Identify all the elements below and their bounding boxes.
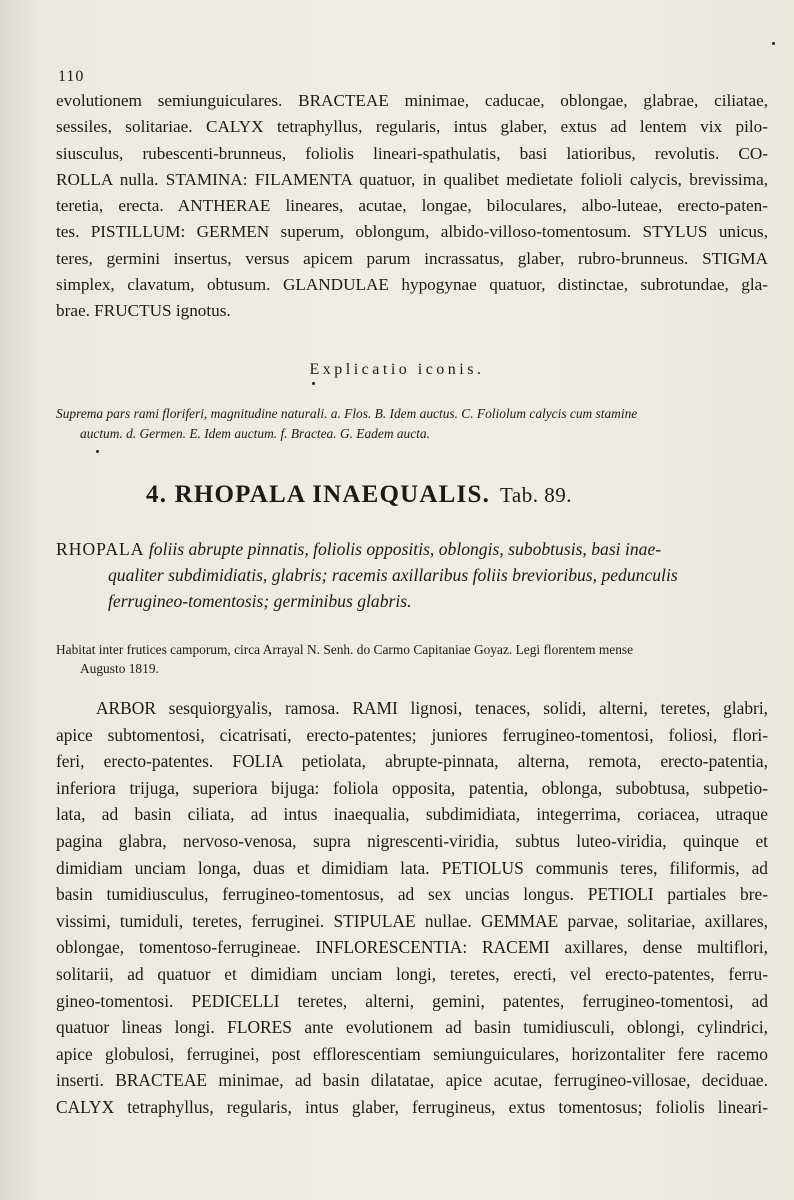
text-line: lata, ad basin ciliata, ad intus inaequalia, subdimidiata, integerrima, coriacea, utraque bbox=[56, 804, 768, 825]
habitat-line: Augusto 1819. bbox=[80, 661, 159, 676]
text-line: tes. PISTILLUM: GERMEN superum, oblongum, albido-villoso-tomentosum. STYLUS unicus, bbox=[56, 222, 768, 242]
species-heading bbox=[146, 481, 572, 509]
text-line: ROLLA nulla. STAMINA: FILAMENTA quatuor, in qualibet medietate folioli calycis, brevissima, bbox=[56, 169, 768, 189]
text-line: simplex, clavatum, obtusum. GLANDULAE hypogynae quatuor, distinctae, subrotundae, gla- bbox=[56, 275, 768, 295]
explicatio-text bbox=[56, 404, 768, 444]
text-line: dimidiam unciam longa, duas et dimidiam lata. PETIOLUS communis teres, filiformis, ad bbox=[56, 857, 768, 878]
text-line: evolutionem semiunguiculares. BRACTEAE minimae, caducae, oblongae, glabrae, ciliatae, bbox=[56, 91, 768, 110]
explicatio-line: Suprema pars rami floriferi, magnitudine naturali. a. Flos. B. Idem auctus. C. Foliolum calycis cum stamine bbox=[56, 406, 638, 421]
habitat-note bbox=[56, 640, 768, 678]
explicatio-line: auctum. d. Germen. E. Idem auctum. f. Bractea. G. Eadem aucta. bbox=[80, 426, 430, 441]
text-line: brae. FRUCTUS ignotus. bbox=[56, 301, 231, 321]
text-line: CALYX tetraphyllus, regularis, intus glaber, ferrugineus, extus tomentosus; foliolis lineari- bbox=[56, 1096, 768, 1117]
species-title: 4. RHOPALA INAEQUALIS. bbox=[146, 481, 491, 508]
diagnosis-line: ferrugineo-tomentosis; germinibus glabris. bbox=[108, 591, 412, 611]
ink-speck bbox=[772, 42, 775, 45]
text-line: solitarii, ad quatuor et dimidiam unciam longi, teretes, erecti, vel erecto-patentes, ferru- bbox=[56, 963, 768, 984]
diagnosis-line: qualiter subdimidiatis, glabris; racemis axillaribus foliis brevioribus, pedunculis bbox=[108, 565, 678, 585]
ink-speck bbox=[312, 382, 315, 385]
text-line: feri, erecto-patentes. FOLIA petiolata, abrupte-pinnata, alterna, remota, erecto-patentia, bbox=[56, 751, 768, 772]
genus-name: RHOPALA bbox=[56, 539, 145, 559]
text-line: quatuor lineas longi. FLORES ante evolutionem ad basin tumidiusculi, oblongi, cylindrici, bbox=[56, 1017, 768, 1038]
habitat-line: Habitat inter frutices camporum, circa Arrayal N. Senh. do Carmo Capitaniae Goyaz. Legi florentem mense bbox=[56, 642, 634, 657]
text-line: teres, germini insertus, versus apicem parum incrassatus, glaber, rubro-brunneus. STIGMA bbox=[56, 248, 768, 268]
text-line: teretia, erecta. ANTHERAE lineares, acutae, longae, biloculares, albo-luteae, erecto-paten- bbox=[56, 196, 768, 216]
ink-speck bbox=[96, 450, 99, 453]
text-line: inferiora trijuga, superiora bijuga: foliola opposita, patentia, oblonga, subobtusa, subpetio- bbox=[56, 777, 768, 798]
diagnosis-line: foliis abrupte pinnatis, foliolis oppositis, oblongis, subobtusis, basi inae- bbox=[148, 539, 662, 559]
text-line: vissimi, tumiduli, teretes, ferruginei. STIPULAE nullae. GEMMAE parvae, solitariae, axillares, bbox=[56, 910, 768, 931]
text-line: siusculus, rubescenti-brunneus, foliolis lineari-spathulatis, basi latioribus, revolutis. CO- bbox=[56, 143, 768, 163]
text-line: gineo-tomentosi. PEDICELLI teretes, alterni, gemini, patentes, ferrugineo-tomentosi, ad bbox=[56, 990, 768, 1011]
plate-reference: Tab. 89. bbox=[500, 483, 572, 507]
text-line: oblongae, tomentoso-ferrugineae. INFLORESCENTIA: RACEMI axillares, dense multiflori, bbox=[56, 937, 768, 958]
explicatio-title: Explicatio iconis. bbox=[309, 361, 485, 378]
text-line: ARBOR sesquiorgyalis, ramosa. RAMI lignosi, tenaces, solidi, alterni, teretes, glabri, bbox=[96, 698, 768, 718]
description-paragraph-2 bbox=[56, 695, 768, 1121]
text-line: apice subtomentosi, cicatrisati, erecto-patentes; juniores ferrugineo-tomentosi, foliosi, flori- bbox=[56, 724, 768, 745]
species-diagnosis bbox=[56, 536, 768, 614]
description-paragraph-1 bbox=[56, 88, 768, 325]
text-line: sessiles, solitariae. CALYX tetraphyllus, regularis, intus glaber, extus ad lentem vix pilo- bbox=[56, 117, 768, 137]
page-number: 110 bbox=[58, 68, 85, 85]
text-line: apice globulosi, ferruginei, post efflorescentiam semiunguiculares, horizontaliter fere racemo bbox=[56, 1043, 768, 1064]
text-line: basin tumidiusculus, ferrugineo-tomentosus, ad sex uncias longus. PETIOLI partiales bre- bbox=[56, 884, 768, 905]
text-line: pagina glabra, nervoso-venosa, supra nigrescenti-viridia, subtus luteo-viridia, quinque et bbox=[56, 830, 768, 851]
text-line: inserti. BRACTEAE minimae, ad basin dilatatae, apice acutae, ferrugineo-villosae, deciduae. bbox=[56, 1070, 768, 1091]
